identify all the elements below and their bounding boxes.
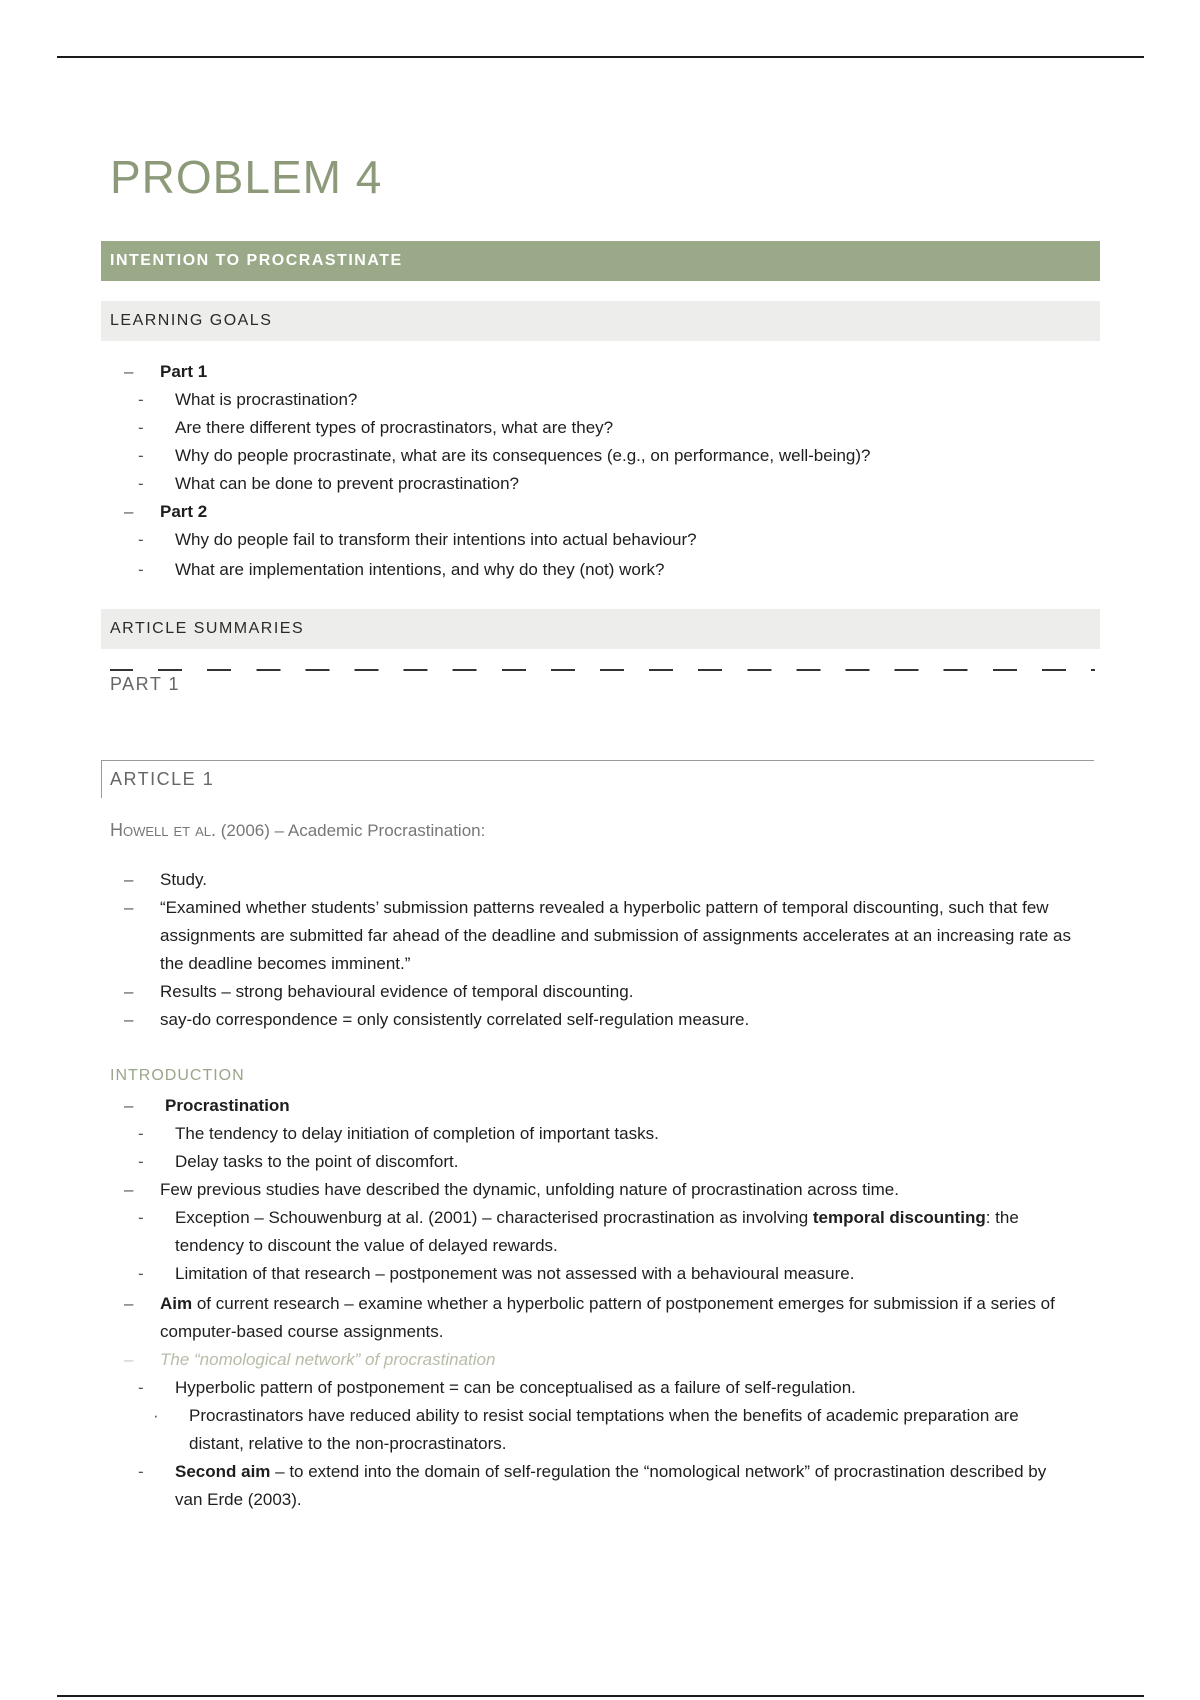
- introduction-list: [0, 1092, 1075, 1514]
- learning-goals-list: [0, 358, 1100, 584]
- list-item: - Are there different types of procrastinators, what are they?: [138, 418, 614, 437]
- dashed-divider: [110, 669, 1095, 671]
- list-item: - Why do people fail to transform their intentions into actual behaviour?: [138, 530, 697, 549]
- learning-goals-heading: LEARNING GOALS: [101, 301, 1100, 341]
- list-item: - Hyperbolic pattern of postponement = can be conceptualised as a failure of self-regulation.: [138, 1378, 856, 1397]
- list-item: - What can be done to prevent procrastination?: [138, 474, 519, 493]
- part-heading: PART 1: [110, 674, 181, 694]
- list-item: – Study.: [124, 870, 207, 889]
- list-item: - What are implementation intentions, and why do they (not) work?: [138, 560, 665, 579]
- introduction-heading: INTRODUCTION: [110, 1067, 245, 1084]
- list-item: – Aim of current research – examine whether a hyperbolic pattern of postponement emerges for submission if a series of computer-based course assignments.: [124, 1294, 1055, 1341]
- list-item: - Why do people procrastinate, what are its consequences (e.g., on performance, well-being)?: [138, 446, 871, 465]
- list-item: · Procrastinators have reduced ability to resist social temptations when the benefits of academic preparation are distant, relative to the non-procrastinators.: [153, 1406, 1019, 1453]
- list-item: – Few previous studies have described the dynamic, unfolding nature of procrastination across time.: [124, 1180, 899, 1199]
- article-heading: ARTICLE 1: [101, 760, 1094, 798]
- list-item: - Limitation of that research – postponement was not assessed with a behavioural measure.: [138, 1264, 855, 1283]
- list-item: - The tendency to delay initiation of completion of important tasks.: [138, 1124, 659, 1143]
- article-summary-list: [0, 866, 1075, 1034]
- list-item: – The “nomological network” of procrastination: [124, 1350, 496, 1369]
- list-item: – Results – strong behavioural evidence of temporal discounting.: [124, 982, 634, 1001]
- list-item: – Part 1: [124, 362, 208, 381]
- article-citation: Howell et al. (2006) – Academic Procrastination:: [110, 820, 486, 840]
- page-title: PROBLEM 4: [110, 151, 383, 203]
- top-rule: [57, 56, 1144, 58]
- list-item: – say-do correspondence = only consistently correlated self-regulation measure.: [124, 1010, 750, 1029]
- list-item: - Second aim – to extend into the domain of self-regulation the “nomological network” of procrastination described by van Erde (2003).: [138, 1462, 1047, 1509]
- list-item: - What is procrastination?: [138, 390, 358, 409]
- topic-bar: INTENTION TO PROCRASTINATE: [101, 241, 1100, 281]
- bottom-rule: [57, 1695, 1144, 1697]
- list-item: – Part 2: [124, 502, 208, 521]
- list-item: – Procrastination: [124, 1096, 290, 1115]
- article-summaries-heading: ARTICLE SUMMARIES: [101, 609, 1100, 649]
- list-item: - Exception – Schouwenburg at al. (2001) – characterised procrastination as involving temporal discounting: the tendency to discount the value of delayed rewards.: [138, 1208, 1019, 1255]
- list-item: – “Examined whether students’ submission patterns revealed a hyperbolic pattern of temporal discounting, such that few assignments are submitted far ahead of the deadline and submission of assignments accelerates at an increasing rate as the deadline becomes imminent.”: [124, 898, 1071, 973]
- list-item: - Delay tasks to the point of discomfort.: [138, 1152, 459, 1171]
